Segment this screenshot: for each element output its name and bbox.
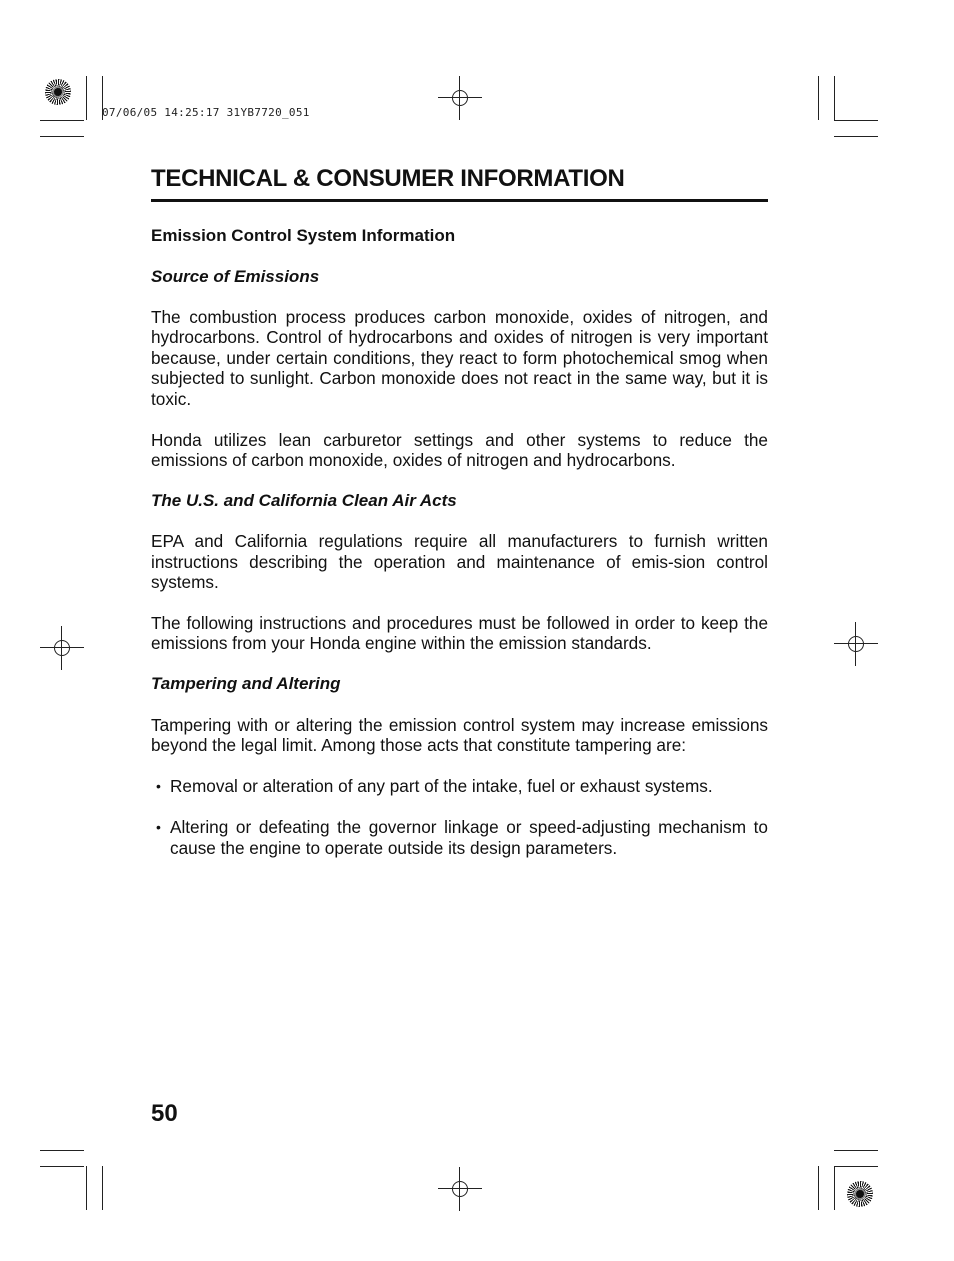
page-content: [151, 164, 768, 858]
registration-starburst-icon: [45, 79, 71, 105]
crosshair-target-icon: [834, 622, 878, 666]
list-item-text: Removal or alteration of any part of the intake, fuel or exhaust systems.: [170, 776, 713, 797]
bullet-list: [151, 776, 768, 858]
page-title: TECHNICAL & CONSUMER INFORMATION: [151, 164, 768, 202]
subsection-heading: Tampering and Altering: [151, 674, 341, 694]
crop-mark: [834, 1166, 878, 1167]
crop-mark: [40, 120, 84, 121]
registration-starburst-icon: [847, 1181, 873, 1207]
bullet-icon: •: [156, 778, 161, 795]
crosshair-target-icon: [438, 76, 482, 120]
crop-mark: [102, 1166, 103, 1210]
bullet-icon: •: [156, 819, 161, 836]
crosshair-target-icon: [438, 1167, 482, 1211]
subsection-heading: Source of Emissions: [151, 266, 320, 286]
crop-mark: [86, 76, 87, 120]
crop-mark: [818, 76, 819, 120]
list-item-text: Altering or defeating the governor linkage or speed-adjusting mechanism to cause the engine to operate outside its design parameters.: [170, 817, 768, 858]
list-item: [151, 776, 768, 796]
list-item: [151, 817, 768, 858]
crop-mark: [40, 1166, 84, 1167]
paragraph: EPA and California regulations require all manufacturers to furnish written instructions describing the operation and maintenance of emis-sion control systems.: [151, 531, 768, 593]
crop-mark: [834, 136, 878, 137]
print-timestamp: 07/06/05 14:25:17 31YB7720_051: [102, 106, 310, 119]
crop-mark: [40, 136, 84, 137]
paragraph: Tampering with or altering the emission control system may increase emissions beyond the legal limit. Among those acts that constitute tampering are:: [151, 714, 768, 756]
crop-mark: [834, 1150, 878, 1151]
crop-mark: [86, 1166, 87, 1210]
crop-mark: [834, 1166, 835, 1210]
section-heading: Emission Control System Information: [151, 226, 456, 245]
crop-mark: [818, 1166, 819, 1210]
crop-mark: [834, 76, 835, 120]
paragraph: The following instructions and procedures must be followed in order to keep the emissions from your Honda engine within the emission standards.: [151, 613, 768, 654]
page-number: 50: [151, 1100, 178, 1127]
paragraph: The combustion process produces carbon monoxide, oxides of nitrogen, and hydrocarbons. Control of hydrocarbons and oxides of nitrogen is very important because, under certain conditions, they react to form photochemical smog when subjected to sunlight. Carbon monoxide does not react in the same way, but it is toxic.: [151, 307, 768, 409]
crosshair-target-icon: [40, 626, 84, 670]
subsection-heading: The U.S. and California Clean Air Acts: [151, 490, 457, 510]
crop-mark: [834, 120, 878, 121]
crop-mark: [40, 1150, 84, 1151]
paragraph: Honda utilizes lean carburetor settings and other systems to reduce the emissions of carbon monoxide, oxides of nitrogen and hydrocarbons.: [151, 429, 768, 470]
